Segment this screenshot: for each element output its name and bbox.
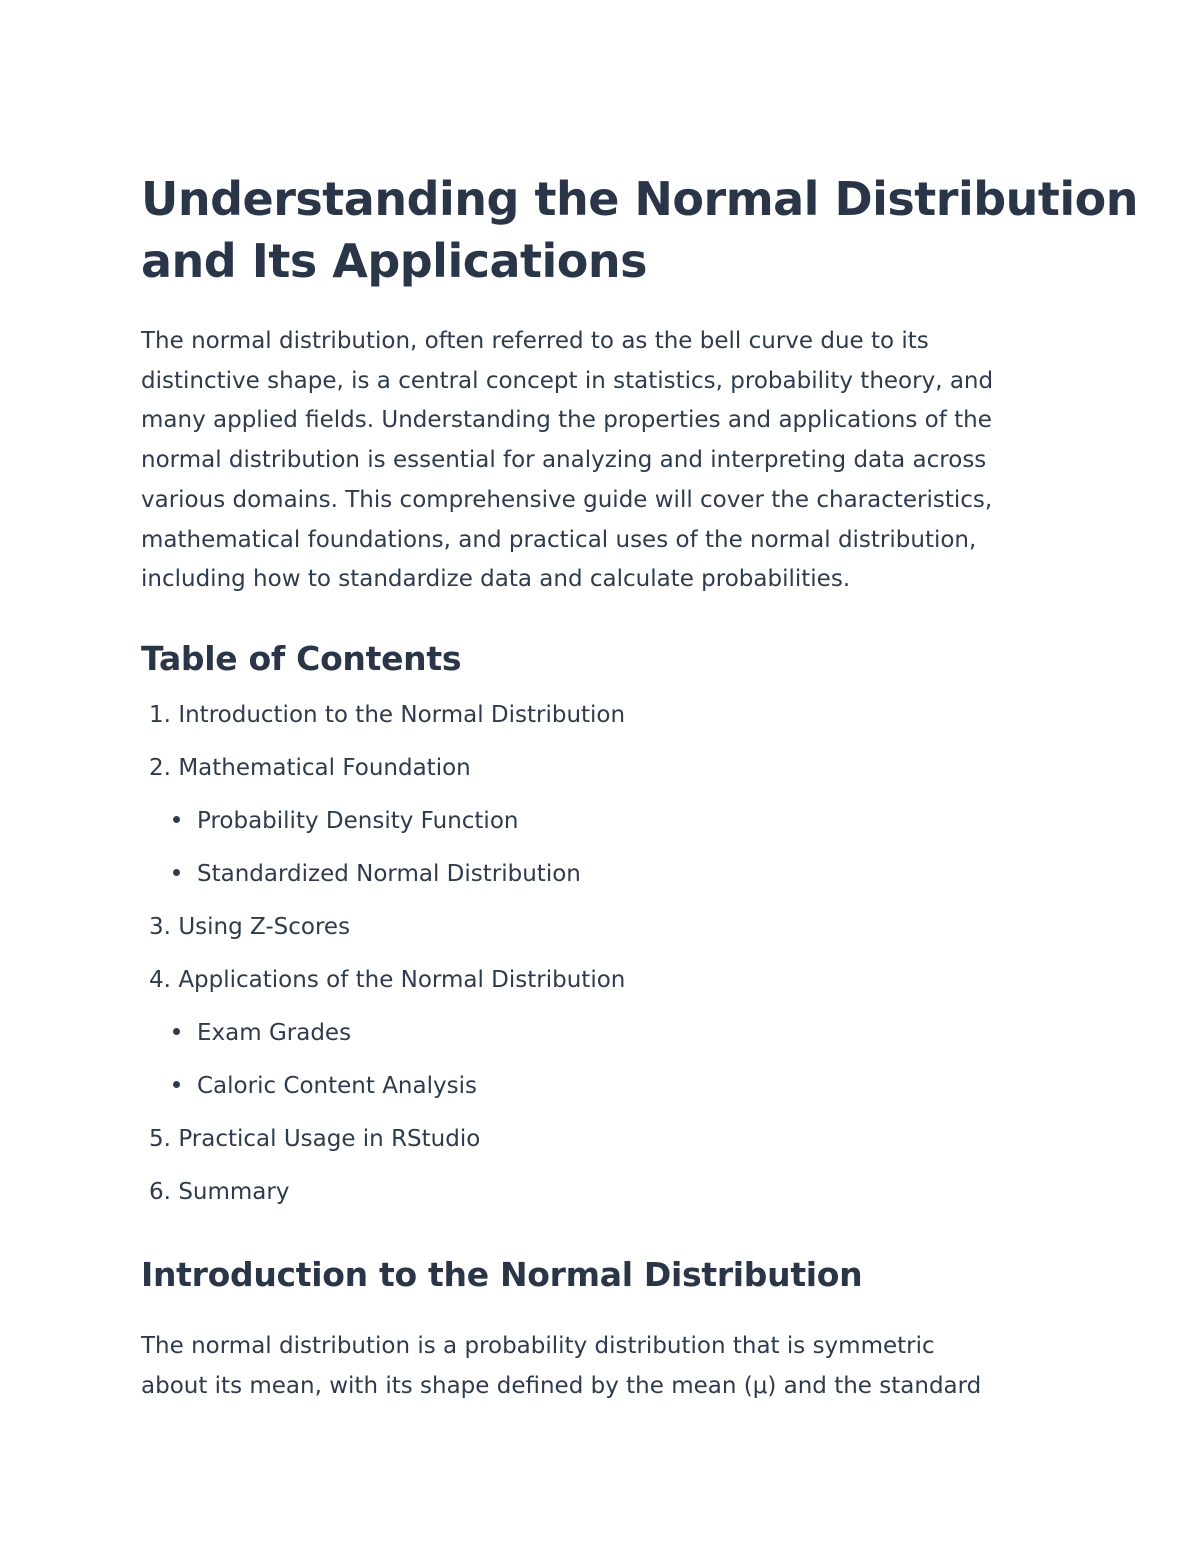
bullet-icon [173,1028,180,1035]
paragraph-line: about its mean, with its shape defined by the mean (μ) and the standard [141,1372,982,1399]
toc-item-number: 3. [149,913,171,940]
toc-item[interactable] [141,967,1050,1020]
toc-item-number: 5. [149,1125,171,1152]
toc-subitem[interactable] [141,1020,1050,1073]
toc-item[interactable] [141,914,1050,967]
title-line: Understanding the Normal Distribution [141,172,1139,226]
document-title [141,168,1139,292]
toc-subitem[interactable] [141,1073,1050,1126]
toc-item-number: 4. [149,966,171,993]
toc-heading: Table of Contents [141,638,462,678]
paragraph-line: including how to standardize data and calculate probabilities. [141,566,851,593]
bullet-icon [173,1081,180,1088]
toc-item[interactable] [141,702,1050,755]
paragraph-line: The normal distribution is a probability distribution that is symmetric [141,1332,935,1359]
paragraph-line: various domains. This comprehensive guide will cover the characteristics, [141,486,993,513]
table-of-contents [141,702,1050,1232]
paragraph-line: distinctive shape, is a central concept in statistics, probability theory, and [141,367,994,394]
title-line: and Its Applications [141,234,648,288]
bullet-icon [173,816,180,823]
toc-item-label: Probability Density Function [197,807,519,834]
toc-item-label: Introduction to the Normal Distribution [178,701,626,728]
toc-item-label: Mathematical Foundation [178,754,471,781]
toc-item-number: 6. [149,1178,171,1205]
toc-item-number: 1. [149,701,171,728]
section-heading-introduction: Introduction to the Normal Distribution [141,1254,863,1294]
toc-item-label: Practical Usage in RStudio [178,1125,481,1152]
toc-item[interactable] [141,1179,1050,1232]
paragraph-line: The normal distribution, often referred to as the bell curve due to its [141,328,929,354]
toc-item-label: Using Z-Scores [178,913,351,940]
introduction-paragraph [141,1327,1050,1406]
toc-subitem[interactable] [141,861,1050,914]
paragraph-line: many applied fields. Understanding the properties and applications of the [141,407,992,434]
intro-paragraph [141,322,1050,600]
toc-item-label: Applications of the Normal Distribution [178,966,626,993]
toc-item[interactable] [141,1126,1050,1179]
paragraph-line: normal distribution is essential for analyzing and interpreting data across [141,447,987,474]
bullet-icon [173,869,180,876]
toc-item-label: Standardized Normal Distribution [197,860,581,887]
toc-item[interactable] [141,755,1050,808]
paragraph-line: mathematical foundations, and practical uses of the normal distribution, [141,526,977,553]
toc-item-number: 2. [149,754,171,781]
toc-item-label: Exam Grades [197,1019,352,1046]
toc-item-label: Caloric Content Analysis [197,1072,477,1099]
toc-item-label: Summary [178,1178,290,1205]
toc-subitem[interactable] [141,808,1050,861]
